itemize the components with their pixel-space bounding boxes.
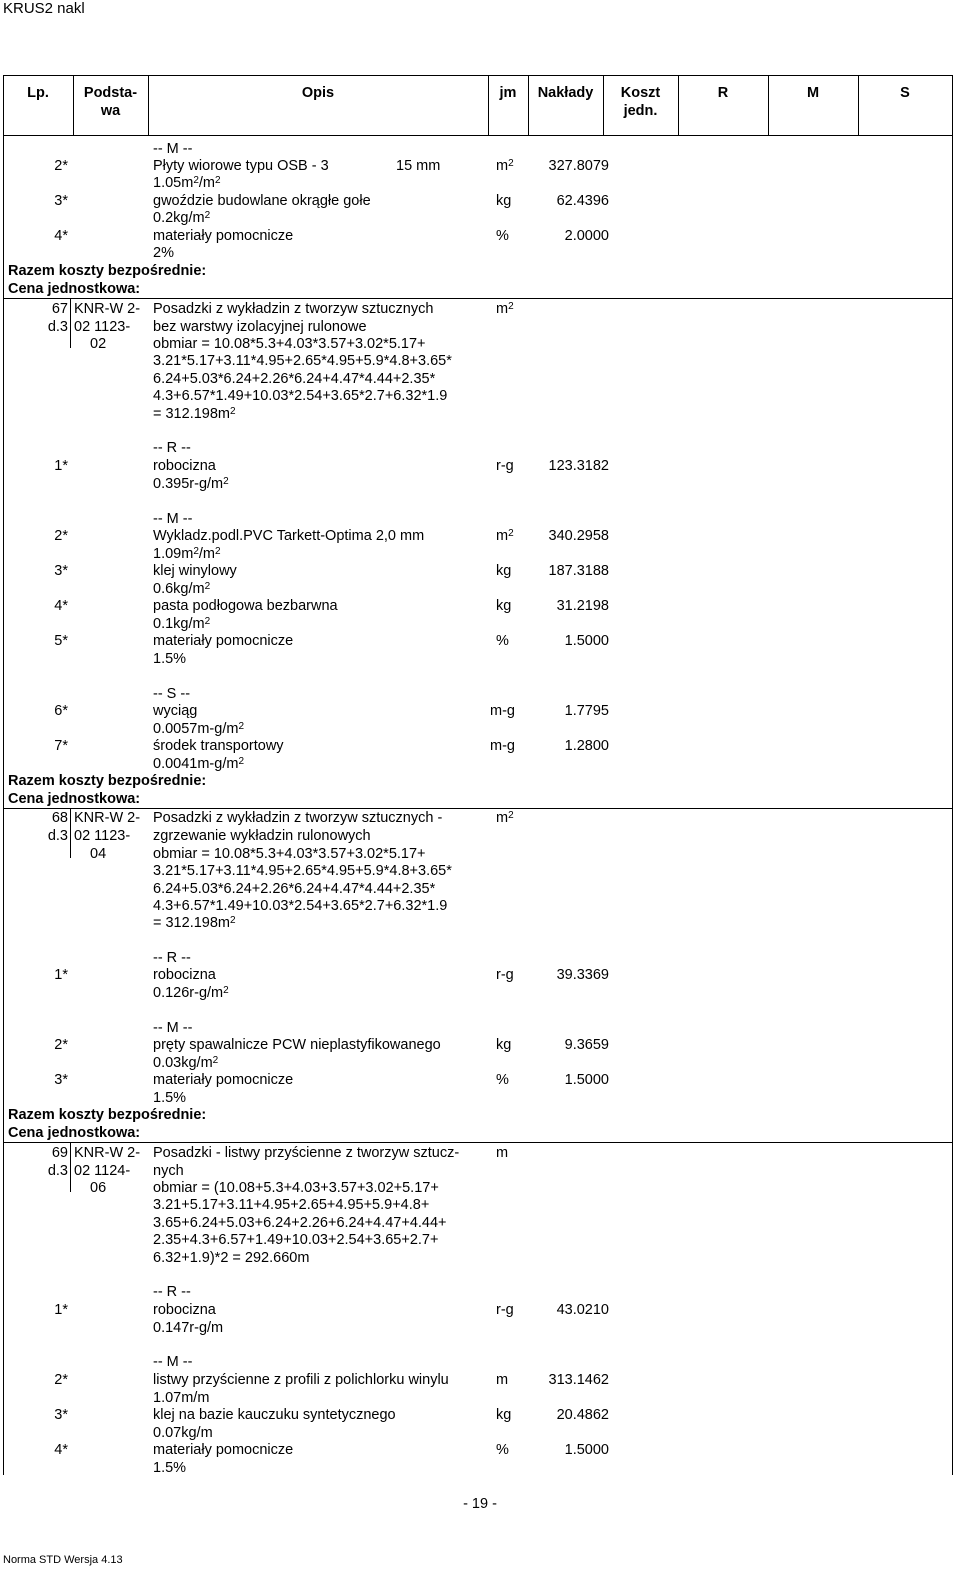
row-value: 39.3369 [556,967,609,983]
row-lp: 6* [54,703,68,719]
header-podstawa-2: wa [100,103,121,119]
razem-label: Razem koszty bezpośrednie: [8,263,207,279]
header-naklady: Nakłady [537,85,594,101]
row-desc: materiały pomocnicze [153,633,294,649]
header-opis: Opis [301,85,335,101]
row-desc: materiały pomocnicze [153,1442,294,1458]
header-r: R [717,85,729,101]
base-line: KNR-W 2- [74,1145,141,1161]
base-line: KNR-W 2- [74,301,141,317]
row-value: 1.5000 [564,633,609,649]
row-norm: 1.5% [153,1090,187,1106]
table-left-border [3,75,4,1475]
position-divider [3,1142,953,1143]
row-norm: 1.07m/m [153,1390,210,1406]
row-desc: gwoździe budowlane okrągłe gołe [153,193,371,209]
section-s-label: -- S -- [153,686,191,702]
row-lp: 2* [54,158,68,174]
row-desc: materiały pomocnicze [153,1072,294,1088]
header-koszt-2: jedn. [623,103,658,119]
desc-line: nych [153,1163,184,1179]
row-lp: 4* [54,1442,68,1458]
row-lp: 4* [54,228,68,244]
row-desc-extra: 15 mm [396,158,441,174]
row-desc: klej winylowy [153,563,237,579]
row-unit: m-g [490,738,515,754]
row-lp: 4* [54,598,68,614]
row-lp: 3* [54,1072,68,1088]
position-unit: $m^2$ [496,301,514,317]
desc-line: 6.24+5.03*6.24+2.26*6.24+4.47*4.44+2.35* [153,371,436,387]
row-value: 1.5000 [564,1072,609,1088]
row-norm: $0.03kg/m^2$ [153,1055,219,1071]
row-lp: 5* [54,633,68,649]
section-m-label: -- M -- [153,1354,193,1370]
desc-line: 4.3+6.57*1.49+10.03*2.54+3.65*2.7+6.32*1.9 [153,388,448,404]
position-unit: m [496,1145,509,1161]
row-value: 1.5000 [564,1442,609,1458]
row-unit: kg [496,1037,512,1053]
row-unit: % [496,1442,509,1458]
position-divider [3,298,953,299]
row-desc: Płyty wiorowe typu OSB - 3 [153,158,329,174]
row-value: 43.0210 [556,1302,609,1318]
section-r-label: -- R -- [153,440,191,456]
header-m: M [806,85,820,101]
base-line: 02 1123- [74,319,131,335]
base-line: 02 1124- [74,1163,131,1179]
desc-line: Posadzki z wykładzin z tworzyw sztucznych [153,301,434,317]
base-line: 02 1123- [74,828,131,844]
desc-line: Posadzki z wykładzin z tworzyw sztucznych - [153,810,443,826]
row-lp: 1* [54,1302,68,1318]
row-norm: $0.1kg/m^2$ [153,616,211,632]
row-unit: m-g [490,703,515,719]
row-value: 327.8079 [548,158,609,174]
desc-line: obmiar = (10.08+5.3+4.03+3.57+3.02+5.17+ [153,1180,439,1196]
row-norm: 1.5% [153,651,187,667]
position-base-divider [70,1142,71,1192]
section-m-label: -- M -- [153,511,193,527]
desc-total: = $312.198m^2$ [153,406,236,422]
row-norm: $0.2kg/m^2$ [153,210,211,226]
row-unit: % [496,633,509,649]
table-top-border [3,75,953,76]
section-m-label: -- M -- [153,1020,193,1036]
desc-line: 2.35+4.3+6.57+1.49+10.03+2.54+3.65+2.7+ [153,1232,439,1248]
row-value: 187.3188 [548,563,609,579]
row-norm: $0.395r-g/m^2$ [153,476,229,492]
row-norm: 1.5% [153,1460,187,1476]
row-unit: r-g [496,967,514,983]
row-unit: kg [496,563,512,579]
row-desc: robocizna [153,967,216,983]
row-desc: materiały pomocnicze [153,228,294,244]
page-number: - 19 - [463,1496,497,1512]
row-norm: $0.6kg/m^2$ [153,581,211,597]
row-lp: 1* [54,458,68,474]
row-desc: klej na bazie kauczuku syntetycznego [153,1407,396,1423]
row-norm: $0.0041m-g/m^2$ [153,756,244,772]
row-desc: robocizna [153,1302,216,1318]
header-jm: jm [499,85,517,101]
row-desc: wyciąg [153,703,198,719]
row-value: 340.2958 [548,528,609,544]
row-value: 9.3659 [564,1037,609,1053]
row-value: 123.3182 [548,458,609,474]
row-lp: 2* [54,1037,68,1053]
cena-label: Cena jednostkowa: [8,281,141,297]
section-m-label: -- M -- [153,141,193,157]
row-unit: r-g [496,1302,514,1318]
desc-line: zgrzewanie wykładzin rulonowych [153,828,371,844]
row-desc: pasta podłogowa bezbarwna [153,598,338,614]
row-desc: pręty spawalnicze PCW nieplastyfikowanego [153,1037,441,1053]
row-desc: Wykladz.podl.PVC Tarkett-Optima 2,0 mm [153,528,425,544]
document-title: KRUS2 nakl [3,0,85,17]
razem-label: Razem koszty bezpośrednie: [8,773,207,789]
header-podstawa-1: Podsta- [83,85,138,101]
table-right-border [952,75,953,1475]
row-norm: $1.09m^2/m^2$ [153,546,221,562]
desc-line: 3.21*5.17+3.11*4.95+2.65*4.95+5.9*4.8+3.65* [153,863,452,879]
header-lp: Lp. [27,85,49,101]
cena-label: Cena jednostkowa: [8,1125,141,1141]
row-unit: kg [496,1407,512,1423]
desc-line: 3.21*5.17+3.11*4.95+2.65*4.95+5.9*4.8+3.65* [153,353,452,369]
desc-line: 6.32+1.9)*2 = 292.660m [153,1250,310,1266]
row-unit: kg [496,598,512,614]
base-line: 06 [90,1180,107,1196]
desc-line: 3.65+6.24+5.03+6.24+2.26+6.24+4.47+4.44+ [153,1215,447,1231]
row-norm: $1.05m^2/m^2$ [153,175,221,191]
row-norm: 0.147r-g/m [153,1320,224,1336]
header-s: S [900,85,910,101]
position-number-suffix: d.3 [47,1163,68,1179]
row-lp: 2* [54,528,68,544]
razem-label: Razem koszty bezpośrednie: [8,1107,207,1123]
base-line: 04 [90,846,107,862]
row-lp: 3* [54,193,68,209]
position-number-suffix: d.3 [47,828,68,844]
desc-line: obmiar = 10.08*5.3+4.03*3.57+3.02*5.17+ [153,846,426,862]
row-value: 20.4862 [556,1407,609,1423]
desc-line: bez warstwy izolacyjnej rulonowe [153,319,367,335]
row-unit: r-g [496,458,514,474]
row-lp: 1* [54,967,68,983]
row-lp: 2* [54,1372,68,1388]
position-number-suffix: d.3 [47,319,68,335]
row-value: 31.2198 [556,598,609,614]
row-desc: robocizna [153,458,216,474]
row-unit: $m^2$ [496,158,514,174]
row-desc: środek transportowy [153,738,284,754]
row-lp: 7* [54,738,68,754]
base-line: 02 [90,336,107,352]
position-number: 69 [51,1145,68,1161]
footer-version: Norma STD Wersja 4.13 [3,1554,123,1566]
desc-line: 3.21+5.17+3.11+4.95+2.65+4.95+5.9+4.8+ [153,1197,430,1213]
position-number: 68 [51,810,68,826]
header-koszt-1: Koszt [620,85,661,101]
row-unit: m [496,1372,509,1388]
row-value: 1.2800 [564,738,609,754]
section-r-label: -- R -- [153,950,191,966]
row-unit: $m^2$ [496,528,514,544]
position-divider [3,808,953,809]
desc-line: obmiar = 10.08*5.3+4.03*3.57+3.02*5.17+ [153,336,426,352]
row-lp: 3* [54,563,68,579]
header-bottom-border [3,135,953,136]
row-unit: % [496,1072,509,1088]
desc-line: 6.24+5.03*6.24+2.26*6.24+4.47*4.44+2.35* [153,881,436,897]
row-lp: 3* [54,1407,68,1423]
row-value: 2.0000 [564,228,609,244]
row-norm: $0.126r-g/m^2$ [153,985,229,1001]
row-unit: kg [496,193,512,209]
desc-total: = $312.198m^2$ [153,915,236,931]
row-value: 62.4396 [556,193,609,209]
position-base-divider [70,298,71,348]
desc-line: 4.3+6.57*1.49+10.03*2.54+3.65*2.7+6.32*1.9 [153,898,448,914]
position-unit: $m^2$ [496,810,514,826]
row-value: 1.7795 [564,703,609,719]
position-base-divider [70,808,71,858]
cena-label: Cena jednostkowa: [8,791,141,807]
row-unit: % [496,228,509,244]
row-desc: listwy przyścienne z profili z polichlorku winylu [153,1372,449,1388]
row-norm: $0.0057m-g/m^2$ [153,721,244,737]
row-value: 313.1462 [548,1372,609,1388]
row-norm: 0.07kg/m [153,1425,213,1441]
position-number: 67 [51,301,68,317]
base-line: KNR-W 2- [74,810,141,826]
row-norm: 2% [153,245,174,261]
desc-line: Posadzki - listwy przyścienne z tworzyw sztucz- [153,1145,460,1161]
section-r-label: -- R -- [153,1284,191,1300]
